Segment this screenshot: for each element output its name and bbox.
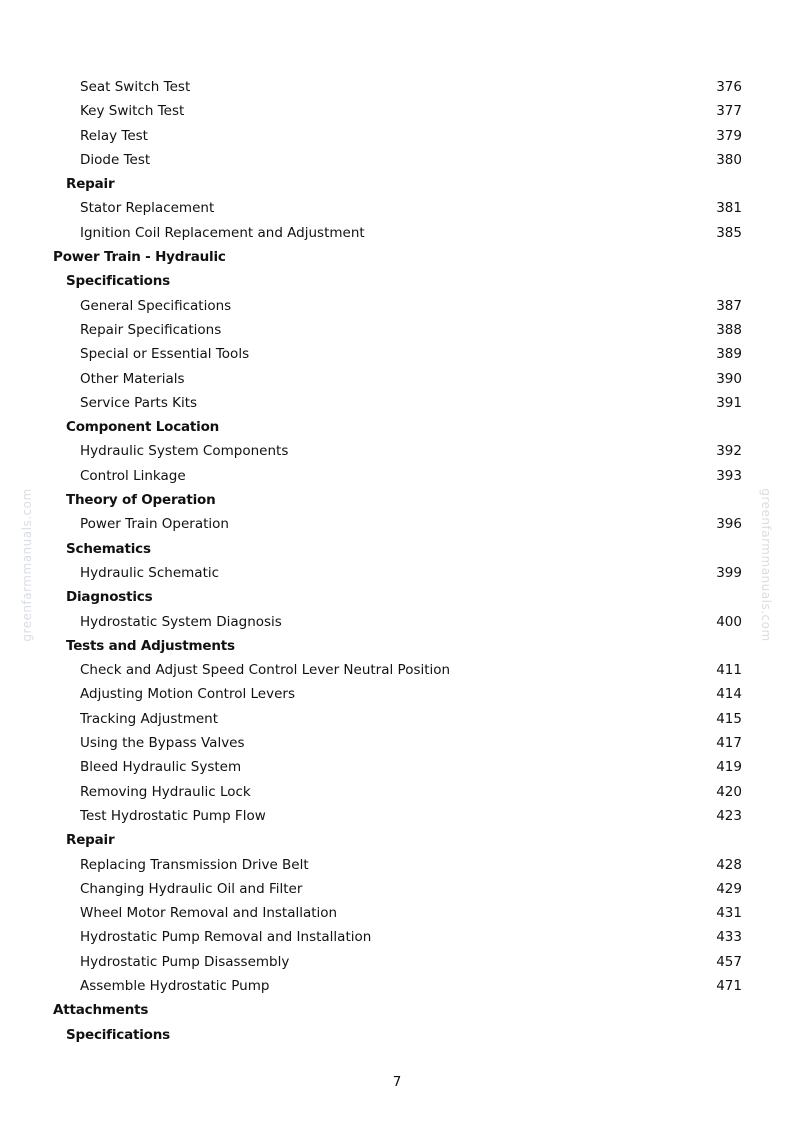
toc-section-heading[interactable] — [0, 998, 794, 1022]
toc-entry-page: 457 — [716, 953, 742, 970]
toc-entry-title: Relay Test — [80, 127, 148, 144]
table-of-contents — [0, 75, 794, 1047]
toc-entry-title: Hydraulic Schematic — [80, 564, 220, 581]
toc-entry-page: 471 — [716, 977, 742, 994]
toc-entry-title: Hydrostatic Pump Removal and Installation — [80, 929, 372, 946]
toc-entry-page: 389 — [716, 346, 742, 363]
toc-entry-title: Check and Adjust Speed Control Lever Neutral Position — [80, 662, 451, 679]
toc-entry-page: 417 — [716, 735, 742, 752]
toc-entry-title: Repair — [66, 832, 115, 849]
toc-entry-page: 393 — [716, 467, 742, 484]
toc-entry[interactable] — [0, 391, 794, 415]
toc-subsection-heading[interactable] — [0, 488, 794, 512]
toc-subsection-heading[interactable] — [0, 269, 794, 293]
toc-entry-page: 391 — [716, 394, 742, 411]
toc-entry-page: 431 — [716, 905, 742, 922]
toc-subsection-heading[interactable] — [0, 1023, 794, 1047]
toc-entry-title: Hydrostatic Pump Disassembly — [80, 953, 290, 970]
toc-entry-page: 377 — [716, 103, 742, 120]
toc-entry-page: 433 — [716, 929, 742, 946]
toc-entry-title: Wheel Motor Removal and Installation — [80, 905, 338, 922]
toc-subsection-heading[interactable] — [0, 634, 794, 658]
toc-entry-page: 396 — [716, 516, 742, 533]
toc-entry[interactable] — [0, 124, 794, 148]
toc-entry-page: 414 — [716, 686, 742, 703]
toc-entry-title: Power Train - Hydraulic — [53, 249, 226, 266]
toc-entry-page: 419 — [716, 759, 742, 776]
toc-entry-page: 420 — [716, 783, 742, 800]
toc-entry-title: Control Linkage — [80, 467, 186, 484]
toc-entry-page: 380 — [716, 151, 742, 168]
toc-entry[interactable] — [0, 853, 794, 877]
toc-entry[interactable] — [0, 925, 794, 949]
toc-entry-title: Attachments — [53, 1002, 149, 1019]
toc-subsection-heading[interactable] — [0, 828, 794, 852]
toc-entry-title: Theory of Operation — [66, 492, 216, 509]
toc-entry-title: Tracking Adjustment — [80, 710, 218, 727]
toc-entry[interactable] — [0, 367, 794, 391]
toc-entry-page: 400 — [716, 613, 742, 630]
toc-entry-page: 428 — [716, 856, 742, 873]
toc-entry-title: Ignition Coil Replacement and Adjustment — [80, 224, 365, 241]
toc-entry[interactable] — [0, 707, 794, 731]
toc-subsection-heading[interactable] — [0, 415, 794, 439]
toc-entry-page: 379 — [716, 127, 742, 144]
toc-entry-title: Special or Essential Tools — [80, 346, 250, 363]
toc-entry-page: 385 — [716, 224, 742, 241]
toc-entry-title: Diode Test — [80, 151, 151, 168]
toc-entry-title: Adjusting Motion Control Levers — [80, 686, 295, 703]
toc-entry-title: Seat Switch Test — [80, 79, 191, 95]
toc-entry-title: Component Location — [66, 419, 220, 436]
toc-entry[interactable] — [0, 780, 794, 804]
toc-entry[interactable] — [0, 561, 794, 585]
toc-section-heading[interactable] — [0, 245, 794, 269]
toc-entry-title: Specifications — [66, 1026, 170, 1043]
toc-entry-title: Repair — [66, 176, 115, 193]
toc-subsection-heading[interactable] — [0, 537, 794, 561]
toc-entry-title: Service Parts Kits — [80, 394, 198, 411]
toc-entry-title: Power Train Operation — [80, 516, 229, 533]
toc-entry-title: Bleed Hydraulic System — [80, 759, 242, 776]
toc-entry[interactable] — [0, 755, 794, 779]
toc-entry[interactable] — [0, 877, 794, 901]
toc-entry-title: Removing Hydraulic Lock — [80, 783, 251, 800]
toc-entry-title: Key Switch Test — [80, 103, 185, 120]
toc-entry-page: 423 — [716, 807, 742, 824]
toc-entry-title: Hydrostatic System Diagnosis — [80, 613, 282, 630]
toc-entry-title: Diagnostics — [66, 589, 153, 606]
toc-entry-title: Tests and Adjustments — [66, 637, 235, 654]
toc-entry-page: 387 — [716, 297, 742, 314]
toc-entry[interactable] — [0, 99, 794, 123]
toc-entry-page: 411 — [716, 662, 742, 679]
toc-entry-title: Replacing Transmission Drive Belt — [80, 856, 309, 873]
toc-entry[interactable] — [0, 464, 794, 488]
toc-entry-title: Using the Bypass Valves — [80, 735, 245, 752]
toc-entry[interactable] — [0, 75, 794, 99]
toc-entry-title: General Specifications — [80, 297, 232, 314]
toc-entry-title: Stator Replacement — [80, 200, 215, 217]
toc-entry[interactable] — [0, 512, 794, 536]
toc-subsection-heading[interactable] — [0, 172, 794, 196]
toc-entry[interactable] — [0, 658, 794, 682]
toc-entry-page: 390 — [716, 370, 742, 387]
toc-entry-title: Repair Specifications — [80, 321, 222, 338]
toc-entry[interactable] — [0, 610, 794, 634]
toc-entry-page: 376 — [716, 79, 742, 95]
toc-entry-title: Changing Hydraulic Oil and Filter — [80, 880, 303, 897]
toc-entry-title: Assemble Hydrostatic Pump — [80, 977, 270, 994]
toc-entry[interactable] — [0, 682, 794, 706]
toc-entry[interactable] — [0, 294, 794, 318]
watermark-left: greenfarmmanuals.com — [20, 488, 34, 642]
toc-entry[interactable] — [0, 901, 794, 925]
page-number: 7 — [392, 1074, 402, 1090]
toc-subsection-heading[interactable] — [0, 585, 794, 609]
toc-entry-page: 381 — [716, 200, 742, 217]
toc-entry-page: 388 — [716, 321, 742, 338]
toc-entry-page: 429 — [716, 880, 742, 897]
toc-entry[interactable] — [0, 974, 794, 998]
toc-entry-title: Hydraulic System Components — [80, 443, 289, 460]
toc-entry[interactable] — [0, 221, 794, 245]
toc-entry-title: Test Hydrostatic Pump Flow — [80, 807, 266, 824]
toc-entry[interactable] — [0, 318, 794, 342]
toc-entry[interactable] — [0, 804, 794, 828]
toc-entry-page: 392 — [716, 443, 742, 460]
toc-entry[interactable] — [0, 950, 794, 974]
toc-entry[interactable] — [0, 196, 794, 220]
toc-entry-title: Other Materials — [80, 370, 185, 387]
watermark-right: greenfarmmanuals.com — [759, 488, 773, 642]
toc-entry[interactable] — [0, 439, 794, 463]
toc-entry[interactable] — [0, 731, 794, 755]
toc-entry-title: Schematics — [66, 540, 151, 557]
toc-entry[interactable] — [0, 148, 794, 172]
toc-entry[interactable] — [0, 342, 794, 366]
toc-entry-title: Specifications — [66, 273, 170, 290]
toc-entry-page: 399 — [716, 564, 742, 581]
toc-entry-page: 415 — [716, 710, 742, 727]
